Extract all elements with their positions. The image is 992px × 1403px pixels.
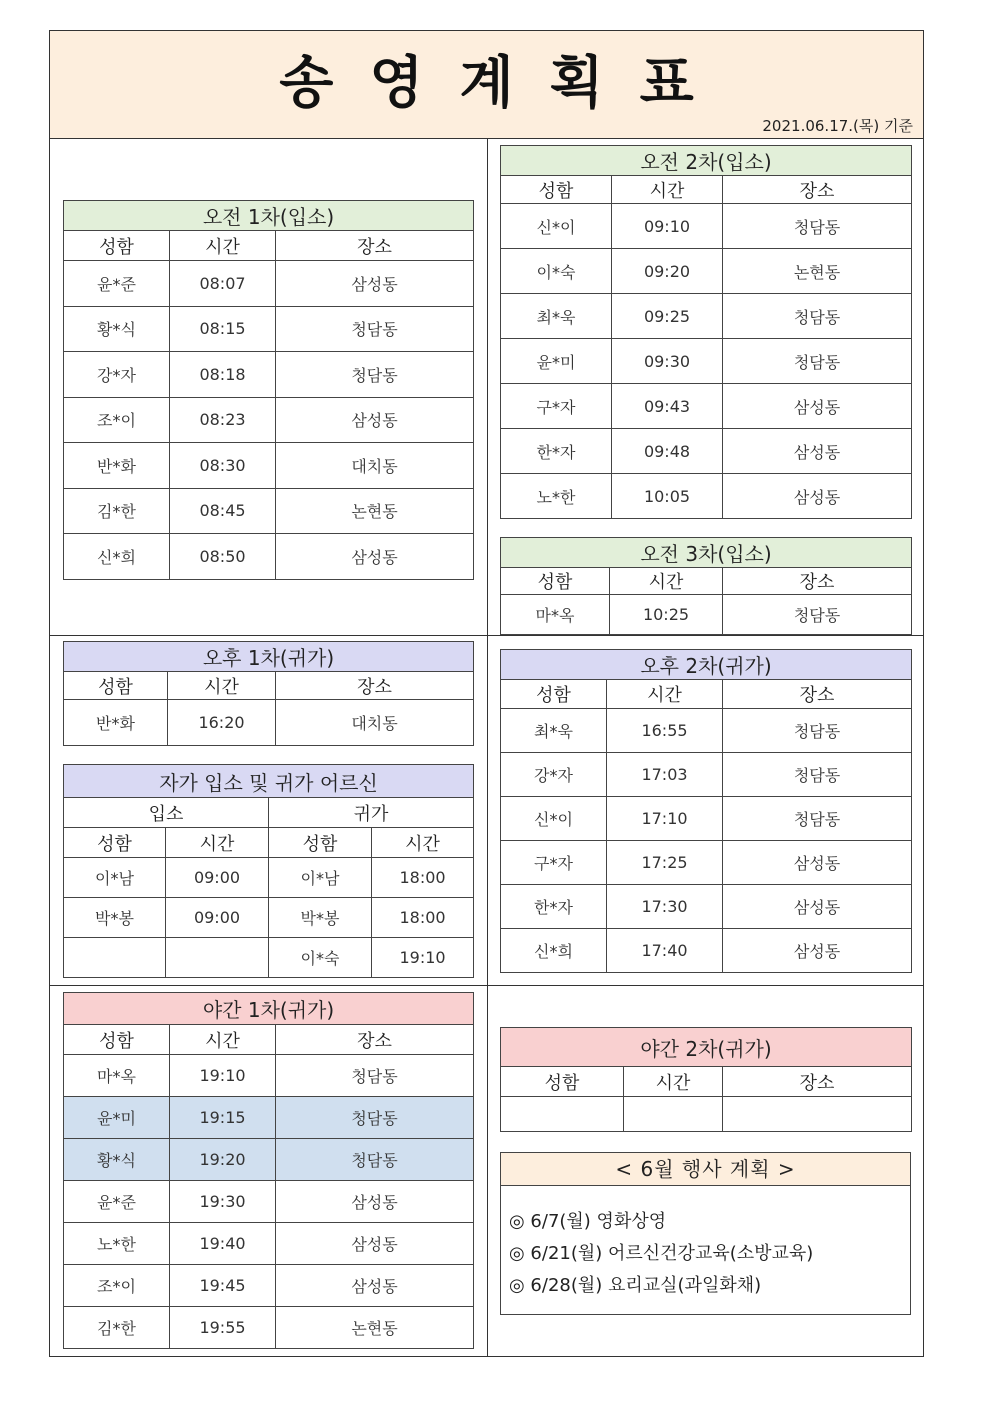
cell-name: 김*한 [64,488,170,534]
col-header-name: 성함 [501,1067,624,1097]
cell-out-time: 18:00 [372,858,474,898]
table-row [64,443,474,489]
event-item: ◎ 6/21(월) 어르신건강교육(소방교육) [509,1243,814,1264]
cell-place: 삼성동 [276,1265,474,1307]
table-row [501,841,912,885]
cell-name: 이*숙 [501,249,612,294]
cell-name: 강*자 [64,352,170,398]
cell-time: 09:30 [612,339,723,384]
cell-time: 19:55 [170,1307,276,1349]
cell-place: 청담동 [723,709,912,753]
cell-time: 08:15 [170,306,276,352]
cell-place: 삼성동 [723,841,912,885]
col-header-place: 장소 [723,176,912,204]
cell-place: 청담동 [723,204,912,249]
page-title: 송영계획표 [279,51,730,116]
col-header-place: 장소 [276,231,474,261]
cell-in-time: 09:00 [166,898,269,938]
table-row [501,595,912,635]
table-row [64,1223,474,1265]
cell-place: 청담동 [723,797,912,841]
cell-place: 삼성동 [723,474,912,519]
cell-name: 한*자 [501,429,612,474]
col-header-time: 시간 [170,231,276,261]
table-row [501,709,912,753]
table-row [64,1265,474,1307]
cell-place: 삼성동 [276,534,474,580]
col-header-place: 장소 [723,680,912,709]
col-header-name: 성함 [64,1025,170,1055]
cell-time: 08:30 [170,443,276,489]
cell-place: 삼성동 [276,1223,474,1265]
table-row [501,753,912,797]
cell-name: 마*옥 [64,1055,170,1097]
cell-place: 청담동 [276,1055,474,1097]
row-divider-1 [50,635,923,636]
cell-name: 신*희 [64,534,170,580]
cell-place: 논현동 [276,1307,474,1349]
cell-place: 삼성동 [276,261,474,307]
cell-place: 삼성동 [276,397,474,443]
table-row [501,474,912,519]
cell-time: 17:25 [607,841,723,885]
cell-time: 10:05 [612,474,723,519]
cell-out-time: 18:00 [372,898,474,938]
events-box [500,1152,911,1315]
col-header-name: 성함 [269,828,372,858]
col-header-time: 시간 [166,828,269,858]
night1-table [63,992,474,1349]
night2-table [500,1027,912,1132]
cell-name: 한*자 [501,885,607,929]
col-header-name: 성함 [64,828,166,858]
cell-place: 삼성동 [723,885,912,929]
table-row [64,1307,474,1349]
cell-in-name: 박*봉 [64,898,166,938]
cell-place: 대치동 [276,700,474,746]
col-header-time: 시간 [372,828,474,858]
cell-time: 17:10 [607,797,723,841]
table-row [501,929,912,973]
cell-name: 조*이 [64,1265,170,1307]
table-row [501,885,912,929]
table-row [64,1097,474,1139]
table-row [501,429,912,474]
center-divider [487,138,488,1357]
cell-in-time [166,938,269,978]
cell-out-name: 박*봉 [269,898,372,938]
cell-place: 청담동 [723,595,912,635]
table-row [64,352,474,398]
cell-name: 마*옥 [501,595,610,635]
cell-name: 황*식 [64,306,170,352]
col-header-name: 성함 [501,680,607,709]
cell-time: 08:23 [170,397,276,443]
table-row [501,797,912,841]
table-row [501,249,912,294]
cell-place: 삼성동 [723,384,912,429]
cell-time: 19:30 [170,1181,276,1223]
table-caption: 오후 2차(귀가) [501,650,912,680]
cell-place: 청담동 [723,339,912,384]
self-transport-table [63,764,474,978]
col-header-time: 시간 [168,672,276,700]
header-banner [50,31,923,139]
cell-place: 삼성동 [723,429,912,474]
cell-place: 청담동 [276,1097,474,1139]
cell-place: 청담동 [723,294,912,339]
table-row [501,384,912,429]
empty-cell [723,1097,912,1132]
table-row [64,261,474,307]
cell-time: 09:25 [612,294,723,339]
cell-time: 17:40 [607,929,723,973]
empty-cell [624,1097,723,1132]
cell-time: 19:20 [170,1139,276,1181]
pm1-table [63,641,474,746]
table-row [64,858,474,898]
cell-out-name: 이*숙 [269,938,372,978]
cell-place: 청담동 [723,753,912,797]
pm2-table [500,649,912,973]
cell-time: 19:15 [170,1097,276,1139]
cell-time: 08:18 [170,352,276,398]
col-header-time: 시간 [624,1067,723,1097]
cell-name: 윤*준 [64,1181,170,1223]
table-row [64,534,474,580]
table-caption: 오후 1차(귀가) [64,642,474,672]
col-header-time: 시간 [607,680,723,709]
col-header-place: 장소 [723,568,912,595]
table-row [64,938,474,978]
am1-table [63,200,474,580]
table-row [64,1139,474,1181]
cell-name: 반*화 [64,700,168,746]
col-header-name: 성함 [501,568,610,595]
col-header-place: 장소 [723,1067,912,1097]
table-row [501,294,912,339]
cell-out-time: 19:10 [372,938,474,978]
table-row [64,700,474,746]
cell-name: 김*한 [64,1307,170,1349]
event-item: ◎ 6/28(월) 요리교실(과일화채) [509,1275,762,1296]
col-header-time: 시간 [170,1025,276,1055]
table-row [501,204,912,249]
cell-time: 17:03 [607,753,723,797]
cell-time: 17:30 [607,885,723,929]
col-header-name: 성함 [64,231,170,261]
cell-in-name [64,938,166,978]
cell-place: 삼성동 [276,1181,474,1223]
table-caption: 오전 3차(입소) [501,538,912,568]
table-caption: 야간 2차(귀가) [501,1028,912,1067]
cell-name: 조*이 [64,397,170,443]
cell-name: 윤*미 [64,1097,170,1139]
events-caption: < 6월 행사 계획 > [501,1153,910,1186]
cell-name: 최*욱 [501,709,607,753]
event-item: ◎ 6/7(월) 영화상영 [509,1211,667,1232]
empty-cell [501,1097,624,1132]
cell-place: 삼성동 [723,929,912,973]
cell-place: 청담동 [276,352,474,398]
cell-time: 09:10 [612,204,723,249]
col-header-time: 시간 [610,568,723,595]
col-header-time: 시간 [612,176,723,204]
table-row [64,1181,474,1223]
cell-name: 윤*미 [501,339,612,384]
arrival-group-header: 입소 [64,798,269,828]
table-row [64,306,474,352]
table-row [64,488,474,534]
cell-time: 08:07 [170,261,276,307]
cell-time: 08:50 [170,534,276,580]
cell-place: 논현동 [276,488,474,534]
cell-time: 09:48 [612,429,723,474]
cell-time: 19:40 [170,1223,276,1265]
table-caption: 야간 1차(귀가) [64,993,474,1025]
cell-time: 08:45 [170,488,276,534]
cell-name: 구*자 [501,384,612,429]
cell-place: 청담동 [276,306,474,352]
cell-place: 청담동 [276,1139,474,1181]
cell-time: 10:25 [610,595,723,635]
cell-in-time: 09:00 [166,858,269,898]
col-header-place: 장소 [276,1025,474,1055]
row-divider-2 [50,985,923,986]
table-caption: 오전 1차(입소) [64,201,474,231]
col-header-place: 장소 [276,672,474,700]
cell-place: 대치동 [276,443,474,489]
cell-time: 09:20 [612,249,723,294]
am3-table [500,537,912,635]
cell-time: 16:55 [607,709,723,753]
table-row [64,898,474,938]
table-caption: 오전 2차(입소) [501,146,912,176]
cell-out-name: 이*남 [269,858,372,898]
cell-place: 논현동 [723,249,912,294]
cell-name: 신*희 [501,929,607,973]
table-row [64,1055,474,1097]
cell-name: 최*욱 [501,294,612,339]
col-header-name: 성함 [64,672,168,700]
cell-name: 노*한 [64,1223,170,1265]
cell-time: 09:43 [612,384,723,429]
cell-time: 19:45 [170,1265,276,1307]
cell-name: 구*자 [501,841,607,885]
cell-name: 윤*준 [64,261,170,307]
table-row [64,397,474,443]
cell-name: 황*식 [64,1139,170,1181]
col-header-name: 성함 [501,176,612,204]
cell-name: 신*이 [501,797,607,841]
reference-date: 2021.06.17.(목) 기준 [762,117,913,135]
cell-time: 16:20 [168,700,276,746]
cell-name: 반*화 [64,443,170,489]
cell-time: 19:10 [170,1055,276,1097]
cell-name: 신*이 [501,204,612,249]
cell-in-name: 이*남 [64,858,166,898]
table-caption: 자가 입소 및 귀가 어르신 [64,765,474,798]
cell-name: 노*한 [501,474,612,519]
cell-name: 강*자 [501,753,607,797]
departure-group-header: 귀가 [269,798,474,828]
table-row [501,339,912,384]
am2-table [500,145,912,519]
